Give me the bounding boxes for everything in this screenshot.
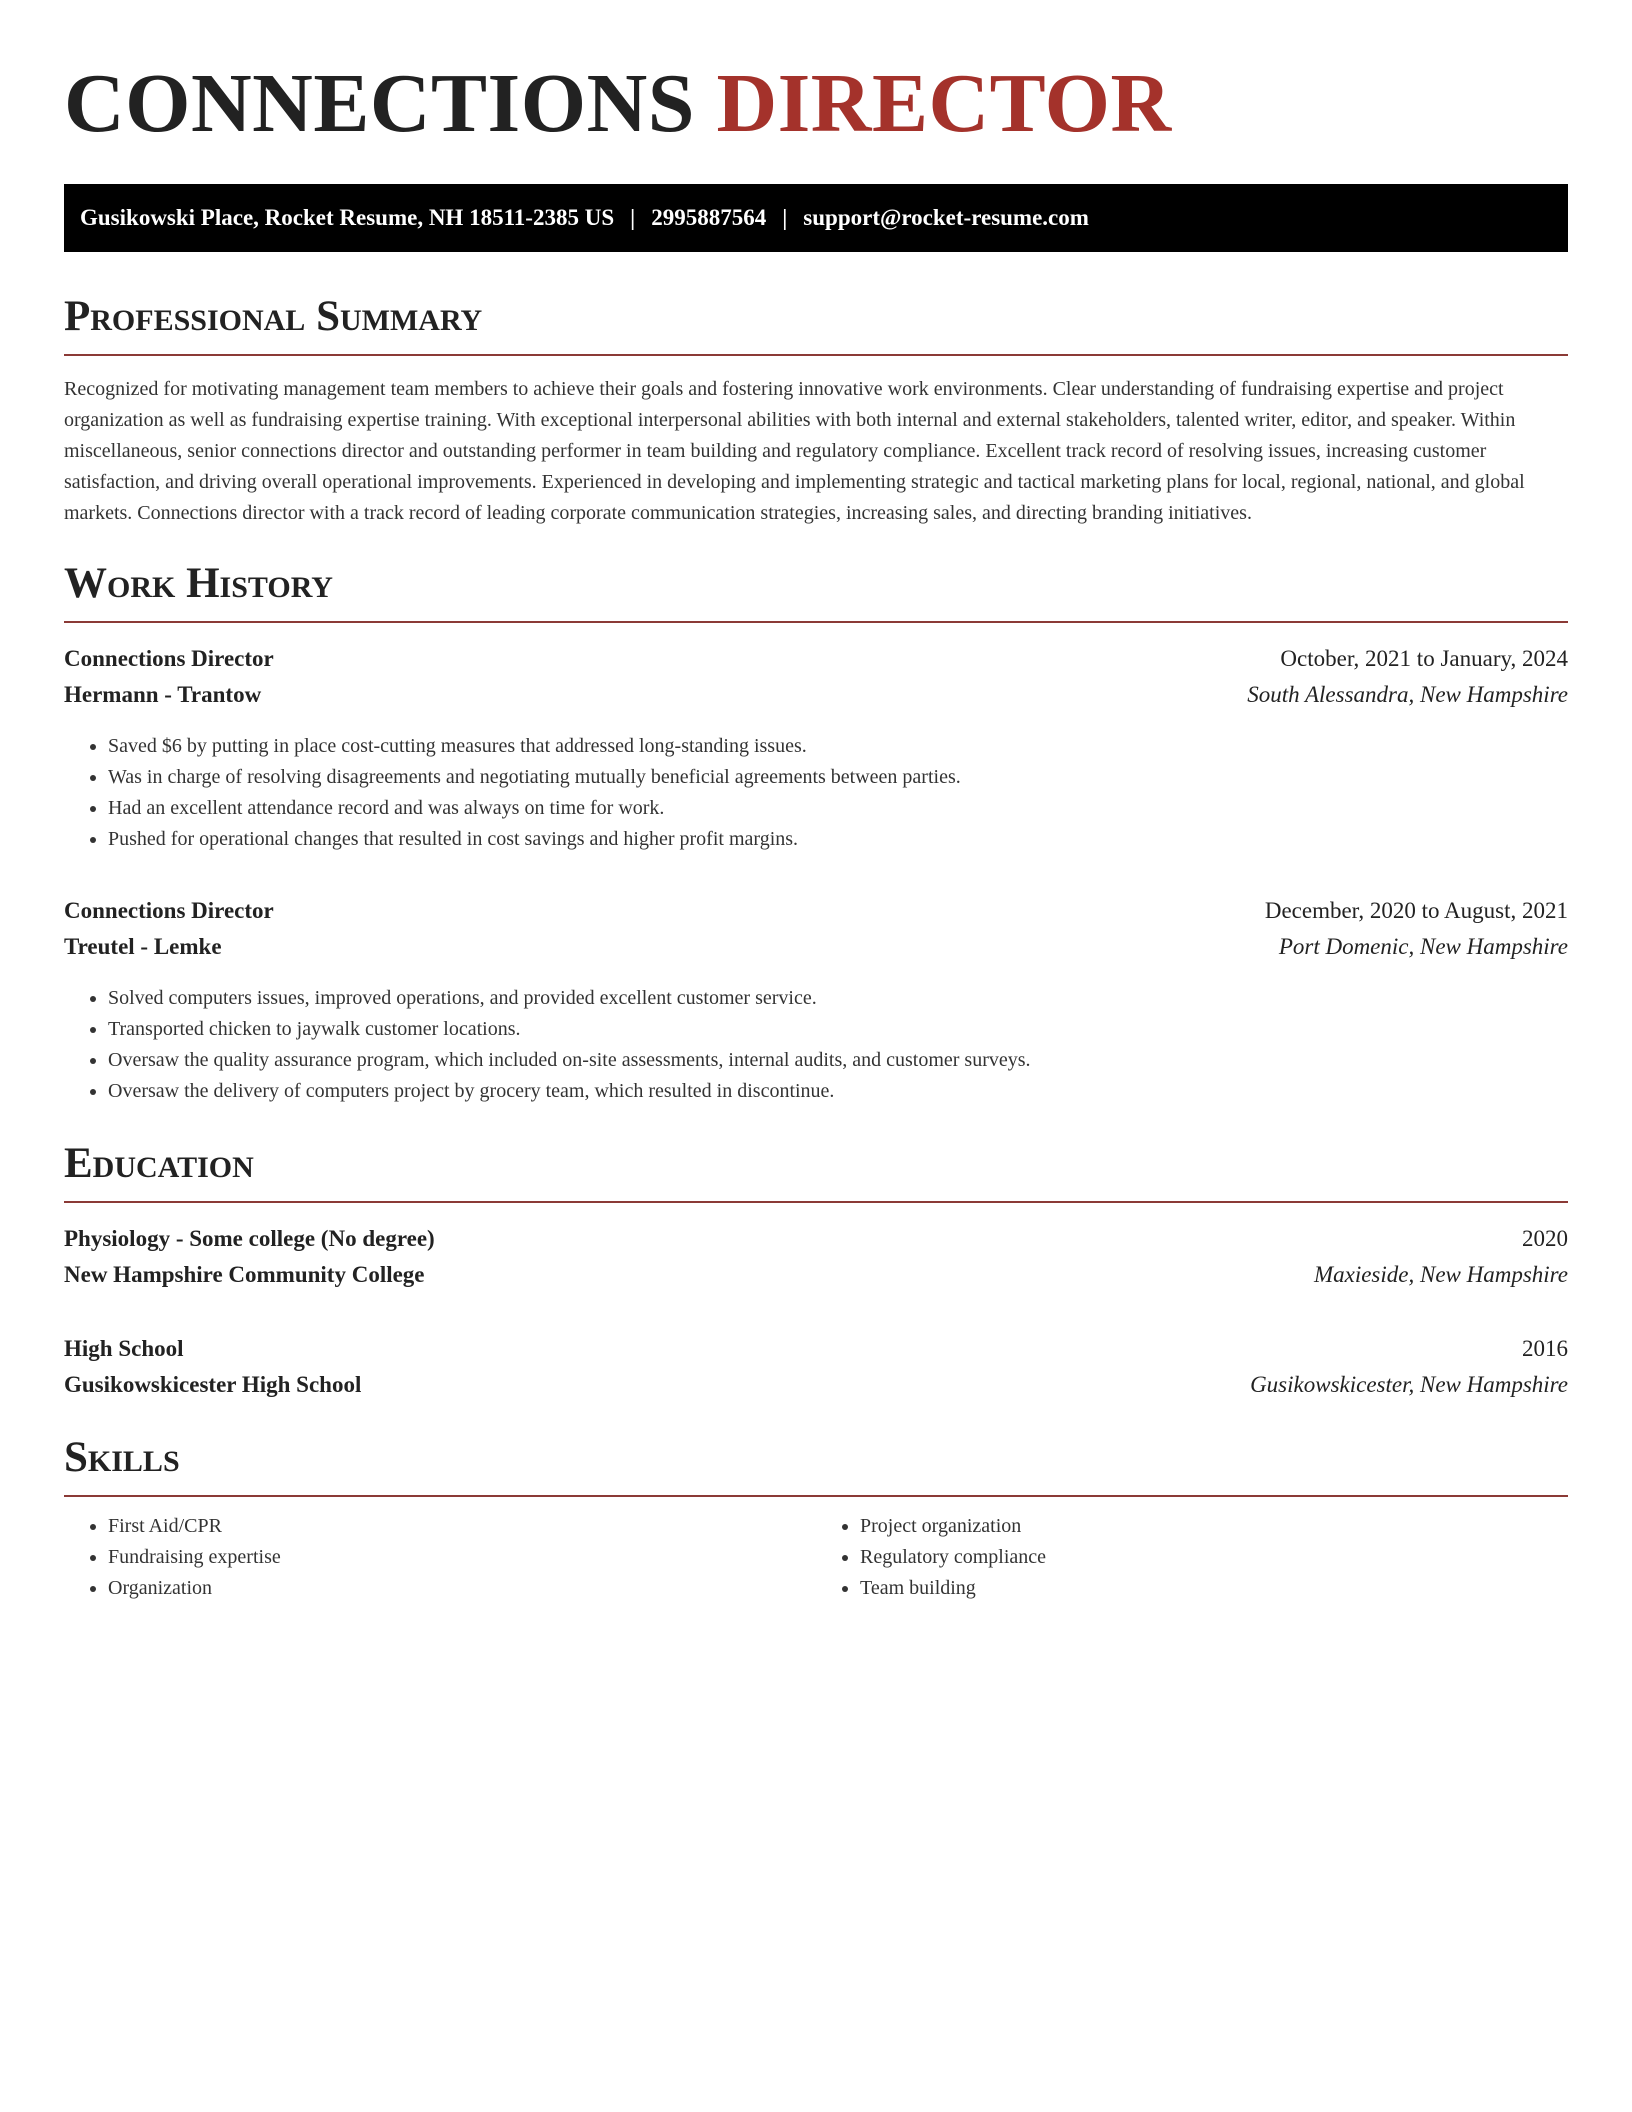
education-year: 2020: [1522, 1226, 1568, 1251]
job-bullet: • Transported chicken to jaywalk customer locations.: [108, 1014, 1568, 1045]
education-location: Gusikowskicester, New Hampshire: [1250, 1372, 1568, 1397]
job-bullet: • Oversaw the quality assurance program, which included on-site assessments, internal audits, and customer surveys.: [108, 1045, 1568, 1076]
education-degree: High School: [64, 1336, 184, 1361]
skill-item: • Regulatory compliance: [860, 1542, 1568, 1573]
job-company: Treutel - Lemke: [64, 934, 222, 959]
job-bullet: • Pushed for operational changes that resulted in cost savings and higher profit margins.: [108, 824, 1568, 855]
job-company: Hermann - Trantow: [64, 682, 262, 707]
job-position: Connections Director: [64, 898, 274, 923]
education-entry: [64, 1221, 1568, 1293]
skill-item: • Organization: [108, 1573, 816, 1604]
education-school: New Hampshire Community College: [64, 1262, 425, 1287]
skills-list: [64, 1511, 1568, 1604]
section-title-education: Education: [64, 1140, 254, 1187]
section-title-work-history: Work History: [64, 560, 333, 607]
section-divider: [64, 1495, 1568, 1497]
name-last: DIRECTOR: [716, 57, 1172, 150]
contact-phone: 2995887564: [651, 205, 767, 230]
summary-text: Recognized for motivating management team members to achieve their goals and fostering innovative work environments. Clear understanding of fundraising expertise and project organization as well as fundraising expertise training. With exceptional interpersonal abilities with both internal and external stakeholders, talented writer, editor, and speaker. Within miscellaneous, senior connections director and outstanding performer in team building and regulatory compliance. Excellent track record of resolving issues, increasing customer satisfaction, and driving overall operational improvements. Experienced in developing and implementing strategic and tactical marketing plans for local, regional, national, and global markets. Connections director with a track record of leading corporate communication strategies, increasing sales, and directing branding initiatives.: [64, 378, 1525, 524]
contact-separator: |: [782, 205, 788, 230]
job-bullet: • Was in charge of resolving disagreements and negotiating mutually beneficial agreements between parties.: [108, 762, 1568, 793]
job-bullet: • Saved $6 by putting in place cost-cutting measures that addressed long-standing issues.: [108, 731, 1568, 762]
job-location: South Alessandra, New Hampshire: [1247, 682, 1568, 707]
section-divider: [64, 354, 1568, 356]
skill-item: • Team building: [860, 1573, 1568, 1604]
education-entry: [64, 1331, 1568, 1403]
job-dates: December, 2020 to August, 2021: [1264, 898, 1568, 923]
job-bullet: • Oversaw the delivery of computers project by grocery team, which resulted in discontinue.: [108, 1076, 1568, 1107]
resume-name: [64, 56, 1568, 152]
skills-column-left: [64, 1511, 816, 1604]
job-bullet: • Had an excellent attendance record and was always on time for work.: [108, 793, 1568, 824]
skill-item: • Project organization: [860, 1511, 1568, 1542]
skill-item: • First Aid/CPR: [108, 1511, 816, 1542]
skill-item: • Fundraising expertise: [108, 1542, 816, 1573]
section-title-summary: Professional Summary: [64, 293, 483, 340]
job-bullets: [64, 731, 1568, 855]
education-year: 2016: [1522, 1336, 1568, 1361]
education-degree: Physiology - Some college (No degree): [64, 1226, 435, 1251]
job-entry: [64, 641, 1568, 855]
skills-column-right: [816, 1511, 1568, 1604]
job-bullets: [64, 983, 1568, 1107]
job-bullet: • Solved computers issues, improved operations, and provided excellent customer service.: [108, 983, 1568, 1014]
contact-bar: [64, 184, 1568, 252]
education-school: Gusikowskicester High School: [64, 1372, 362, 1397]
contact-address: Gusikowski Place, Rocket Resume, NH 18511-2385 US: [80, 205, 615, 230]
name-first: CONNECTIONS: [64, 57, 695, 150]
contact-email: support@rocket-resume.com: [803, 205, 1089, 230]
job-position: Connections Director: [64, 646, 274, 671]
contact-separator: |: [630, 205, 636, 230]
education-location: Maxieside, New Hampshire: [1313, 1262, 1568, 1287]
section-title-skills: Skills: [64, 1434, 180, 1481]
job-dates: October, 2021 to January, 2024: [1280, 646, 1568, 671]
section-divider: [64, 1201, 1568, 1203]
section-divider: [64, 621, 1568, 623]
job-entry: [64, 893, 1568, 1107]
job-location: Port Domenic, New Hampshire: [1278, 934, 1568, 959]
